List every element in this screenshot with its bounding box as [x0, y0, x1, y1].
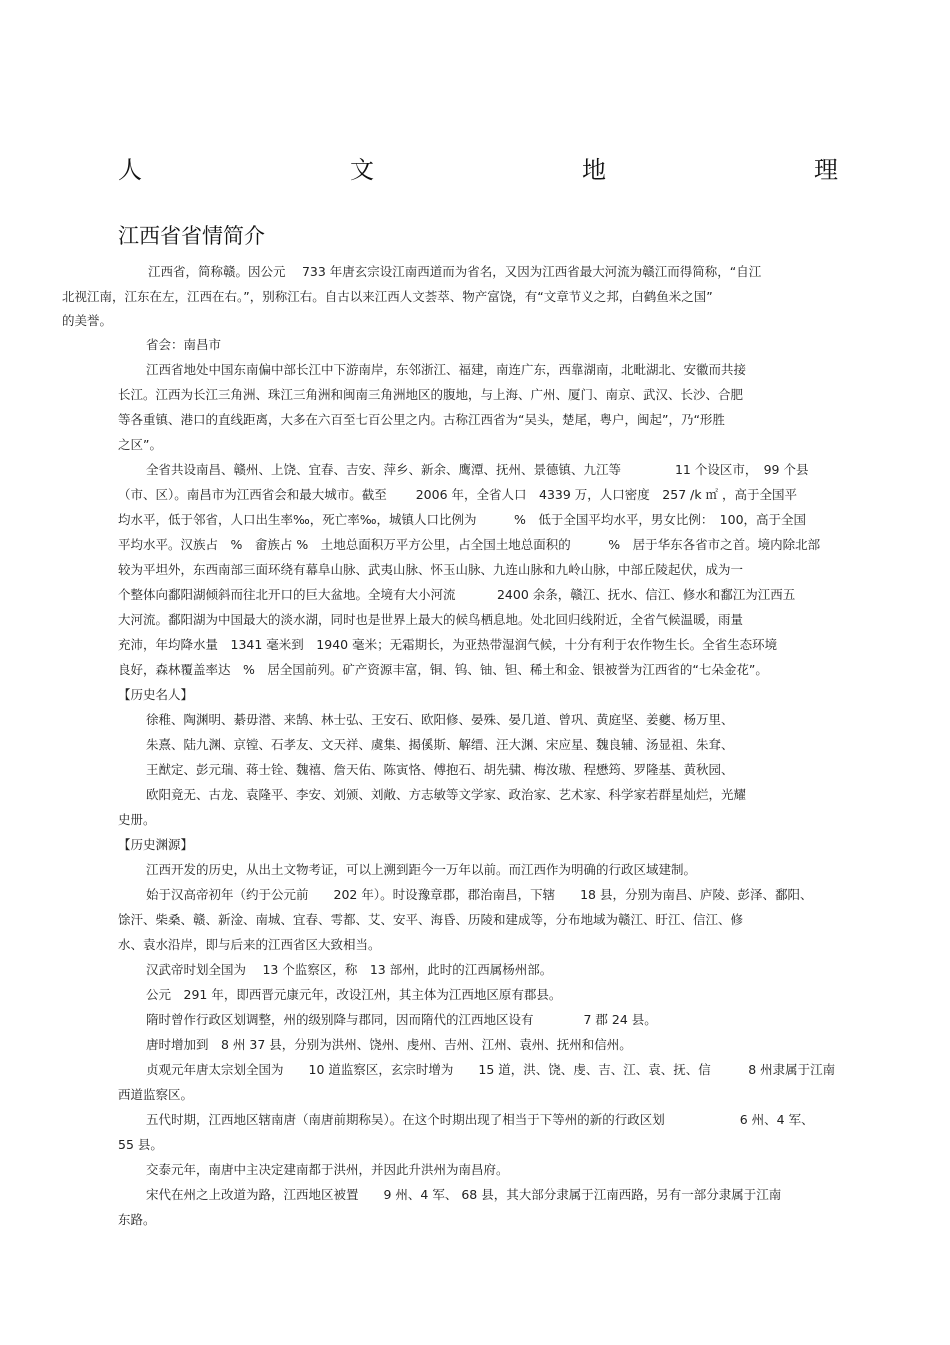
text-line: 均水平，低于邻省，人口出生率‰，死亡率‰，城镇人口比例为 % 低于全国平均水平，男女比例： 100，高于全国 [118, 512, 807, 527]
text-line: 之区”。 [118, 437, 162, 452]
text-line: 隋时曾作行政区划调整，州的级别降与郡同，因而隋代的江西地区设有 7 郡 24 县。 [146, 1012, 657, 1027]
page-title [118, 150, 838, 184]
text-line: 公元 291 年，即西晋元康元年，改设江州，其主体为江西地区原有郡县。 [146, 987, 562, 1002]
section-heading: 【历史渊源】 [118, 837, 194, 852]
title-char: 理 [814, 155, 838, 184]
text-line: 全省共设南昌、赣州、上饶、宜春、吉安、萍乡、新余、鹰潭、抚州、景德镇、九江等 11 个设区市， 99 个县 [146, 462, 809, 477]
text-line: （市、区）。南昌市为江西省会和最大城市。截至 2006 年，全省人口 4339 万，人口密度 257 /k ㎡ ，高于全国平 [118, 487, 798, 502]
title-char: 地 [582, 155, 606, 184]
text-line: 宋代在州之上改道为路，江西地区被置 9 州、4 军、 68 县，其大部分隶属于江南西路，另有一部分隶属于江南 [146, 1187, 782, 1202]
section-title: 江西省省情简介 [118, 224, 265, 248]
text-line: 55 县。 [118, 1137, 163, 1152]
text-line: 充沛，年均降水量 1341 毫米到 1940 毫米；无霜期长，为亚热带湿润气候，十分有利于农作物生长。全省生态环境 [118, 637, 778, 652]
text-line: 唐时增加到 8 州 37 县，分别为洪州、饶州、虔州、吉州、江州、袁州、抚州和信州。 [146, 1037, 632, 1052]
text-line: 江西省地处中国东南偏中部长江中下游南岸，东邻浙江、福建，南连广东，西靠湖南，北毗湖北、安徽而共接 [146, 362, 747, 377]
text-line: 长江。江西为长江三角洲、珠江三角洲和闽南三角洲地区的腹地，与上海、广州、厦门、南京、武汉、长沙、合肥 [118, 387, 744, 402]
text-line: 水、袁水沿岸，即与后来的江西省区大致相当。 [118, 937, 381, 952]
text-line: 良好，森林覆盖率达 % 居全国前列。矿产资源丰富，铜、钨、铀、钽、稀土和金、银被誉为江西省的“七朵金花”。 [118, 662, 768, 677]
text-line: 贞观元年唐太宗划全国为 10 道监察区，玄宗时增为 15 道，洪、饶、虔、吉、江、袁、抚、信 8 州隶属于江南 [146, 1062, 836, 1077]
text-line: 汉武帝时划全国为 13 个监察区，称 13 部州，此时的江西属杨州部。 [146, 962, 553, 977]
text-line: 较为平坦外，东西南部三面环绕有幕阜山脉、武夷山脉、怀玉山脉、九连山脉和九岭山脉，中部丘陵起伏，成为一 [118, 562, 744, 577]
text-line: 北视江南，江东在左，江西在右。”，别称江右。自古以来江西人文荟萃、物产富饶，有“文章节义之邦，白鹤鱼米之国” [62, 289, 713, 304]
text-line: 五代时期，江西地区辖南唐（南唐前期称吴）。在这个时期出现了相当于下等州的新的行政区划 6 州、4 军、 [146, 1112, 814, 1127]
text-line: 东路。 [118, 1212, 156, 1227]
text-line: 省会：南昌市 [146, 337, 222, 352]
text-line: 朱熹、陆九渊、京镗、石孝友、文天祥、虞集、揭傒斯、解缙、汪大渊、宋应星、魏良辅、汤显祖、朱耷、 [146, 737, 734, 752]
text-line: 馀汗、柴桑、赣、新淦、南城、宜春、雩都、艾、安平、海昏、历陵和建成等，分布地域为赣江、盱江、信江、修 [118, 912, 744, 927]
text-line: 江西省，简称赣。因公元 733 年唐玄宗设江南西道而为省名，又因为江西省最大河流为赣江而得简称，“自江 [148, 264, 762, 279]
title-char: 人 [118, 155, 142, 184]
text-line: 的美誉。 [62, 313, 113, 328]
title-char: 文 [350, 155, 374, 184]
text-line: 大河流。鄱阳湖为中国最大的淡水湖，同时也是世界上最大的候鸟栖息地。处北回归线附近，全省气候温暖，雨量 [118, 612, 744, 627]
text-line: 徐稚、陶渊明、綦毋潜、来鹄、林士弘、王安石、欧阳修、晏殊、晏几道、曾巩、黄庭坚、姜夔、杨万里、 [146, 712, 734, 727]
text-line: 交泰元年，南唐中主决定建南都于洪州，并因此升洪州为南昌府。 [146, 1162, 509, 1177]
text-line: 始于汉高帝初年（约于公元前 202 年）。时设豫章郡，郡治南昌，下辖 18 县，分别为南昌、庐陵、彭泽、鄱阳、 [146, 887, 813, 902]
text-line: 欧阳竟无、古龙、袁隆平、李安、刘颁、刘敞、方志敏等文学家、政治家、艺术家、科学家若群星灿烂，光耀 [146, 787, 747, 802]
text-line: 史册。 [118, 812, 156, 827]
text-line: 西道监察区。 [118, 1087, 194, 1102]
text-line: 等各重镇、港口的直线距离，大多在六百至七百公里之内。古称江西省为“吴头，楚尾，粤户，闽起”，乃“形胜 [118, 412, 725, 427]
text-line: 江西开发的历史，从出土文物考证，可以上溯到距今一万年以前。而江西作为明确的行政区域建制。 [146, 862, 697, 877]
text-line: 平均水平。汉族占 % 畲族占 % 土地总面积万平方公里，占全国土地总面积的 % 居于华东各省市之首。境内除北部 [118, 537, 821, 552]
section-heading: 【历史名人】 [118, 687, 194, 702]
text-line: 王猷定、彭元瑞、蒋士铨、魏禧、詹天佑、陈寅恪、傅抱石、胡先骕、梅汝璈、程懋筠、罗隆基、黄秋园、 [146, 762, 734, 777]
text-line: 个整体向鄱阳湖倾斜而往北开口的巨大盆地。全境有大小河流 2400 余条，赣江、抚水、信江、修水和鄱江为江西五 [118, 587, 796, 602]
